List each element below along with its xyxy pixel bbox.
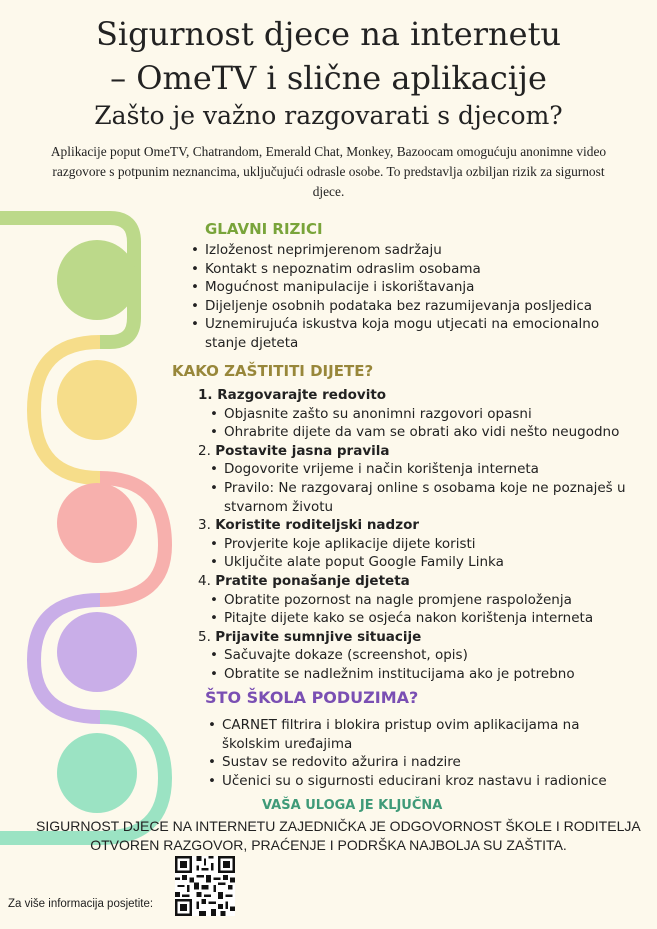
- list-item: • Mogućnost manipulacije i iskorištavanja: [189, 278, 629, 297]
- list-item: • Provjerite koje aplikacije dijete koristi: [208, 535, 638, 554]
- step: [198, 628, 638, 684]
- step: [198, 386, 638, 442]
- page-title: Sigurnost djece na internetu: [95, 15, 562, 53]
- protect-steps: [198, 386, 638, 684]
- yellow-circle: [57, 360, 137, 440]
- list-item: • Kontakt s nepoznatim odraslim osobama: [189, 260, 629, 279]
- more-info-label: Za više informacija posjetite:: [8, 898, 154, 910]
- step: [198, 442, 638, 516]
- list-item: • Uključite alate poput Google Family Linka: [208, 553, 638, 572]
- list-item: • Dijeljenje osobnih podataka bez razumijevanja posljedica: [189, 297, 629, 316]
- school-heading: ŠTO ŠKOLA PODUZIMA?: [205, 688, 419, 707]
- step-title: 1. Razgovarajte redovito: [198, 387, 387, 403]
- pink-circle: [57, 483, 137, 563]
- list-item: • Izloženost neprimjerenom sadržaju: [189, 241, 629, 260]
- footer-line-2: OTVOREN RAZGOVOR, PRAĆENJE I PODRŠKA NAJBOLJA SU ZAŠTITA.: [90, 837, 567, 853]
- list-item: • Učenici su o sigurnosti educirani kroz nastavu i radionice: [206, 772, 626, 791]
- page-question: Zašto je važno razgovarati s djecom?: [94, 101, 563, 130]
- list-item: • Sustav se redovito ažurira i nadzire: [206, 753, 626, 772]
- list-item: • Obratite se nadležnim institucijama ako je potrebno: [208, 665, 638, 684]
- role-heading: VAŠA ULOGA JE KLJUČNA: [262, 798, 443, 813]
- list-item: • Pitajte dijete kako se osjeća nakon korištenja interneta: [208, 609, 638, 628]
- protect-heading: KAKO ZAŠTITITI DIJETE?: [172, 362, 374, 380]
- step: [198, 516, 638, 572]
- mint-circle: [57, 733, 137, 813]
- page-subtitle: – OmeTV i slične aplikacije: [110, 59, 547, 97]
- list-item: • Uznemirujuća iskustva koja mogu utjecati na emocionalno stanje djeteta: [189, 315, 629, 352]
- risks-heading: GLAVNI RIZICI: [205, 220, 323, 238]
- list-item: • Ohrabrite dijete da vam se obrati ako vidi nešto neugodno: [208, 423, 638, 442]
- school-list: [206, 716, 626, 790]
- list-item: • Obratite pozornost na nagle promjene raspoloženja: [208, 591, 638, 610]
- footer-line-1: SIGURNOST DJECE NA INTERNETU ZAJEDNIČKA JE ODGOVORNOST ŠKOLE I RODITELJA: [36, 818, 641, 834]
- list-item: • Objasnite zašto su anonimni razgovori opasni: [208, 405, 638, 424]
- list-item: • Sačuvajte dokaze (screenshot, opis): [208, 646, 638, 665]
- list-item: • CARNET filtrira i blokira pristup ovim aplikacijama na školskim uređajima: [206, 716, 626, 753]
- list-item: • Pravilo: Ne razgovaraj online s osobama koje ne poznaješ u stvarnom životu: [208, 479, 638, 516]
- risks-list: [189, 241, 629, 353]
- step-title: 3. Koristite roditeljski nadzor: [198, 517, 419, 534]
- qr-code-icon[interactable]: [175, 856, 235, 916]
- list-item: • Dogovorite vrijeme i način korištenja interneta: [208, 460, 638, 479]
- step-title: 5. Prijavite sumnjive situacije: [198, 628, 422, 645]
- intro-paragraph: Aplikacije poput OmeTV, Chatrandom, Emerald Chat, Monkey, Bazoocam omogućuju anonimne video razgovore s potpunim neznancima, uključujući odrasle osobe. To predstavlja ozbiljan rizik za sigurnost djece.: [50, 144, 607, 199]
- step-title: 4. Pratite ponašanje djeteta: [198, 572, 410, 589]
- step-title: 2. Postavite jasna pravila: [198, 442, 390, 459]
- step: [198, 572, 638, 628]
- green-circle: [57, 240, 137, 320]
- purple-circle: [57, 612, 137, 692]
